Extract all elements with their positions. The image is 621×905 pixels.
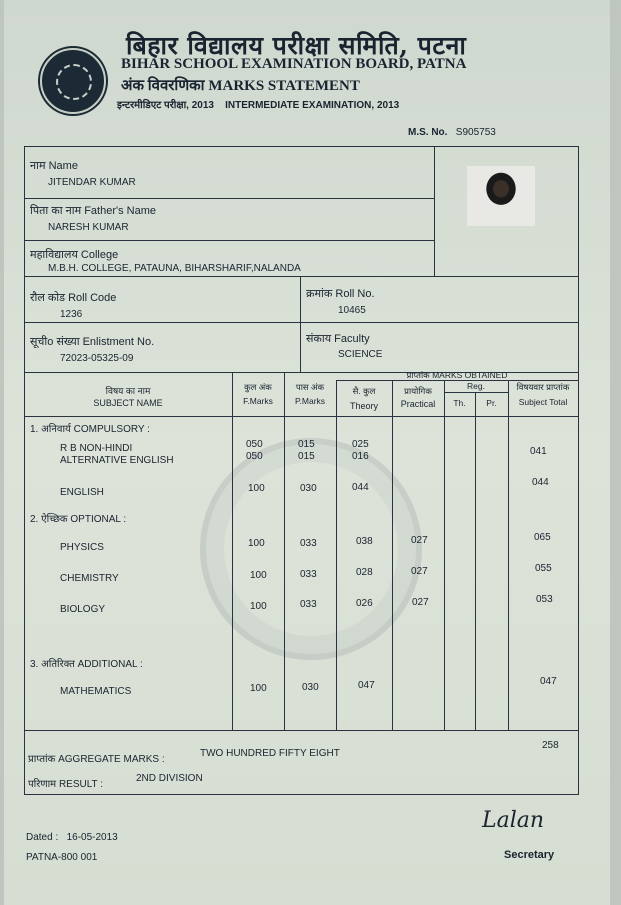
pass-marks: 015	[298, 451, 315, 462]
ms-number	[408, 127, 496, 138]
subject-name: ALTERNATIVE ENGLISH	[60, 455, 174, 466]
roll-no-label: क्रमांक Roll No.	[306, 288, 375, 300]
theory-marks: 028	[356, 567, 373, 578]
photo-divider	[434, 146, 435, 276]
full-marks: 100	[250, 683, 267, 694]
board-title-english: BIHAR SCHOOL EXAMINATION BOARD, PATNA	[121, 56, 467, 72]
statement-title-english: MARKS STATEMENT	[208, 78, 360, 94]
full-marks: 050	[246, 451, 263, 462]
subject-name: PHYSICS	[60, 542, 104, 553]
fmarks-header-hindi: कुल अंक	[244, 382, 272, 392]
theory-marks: 044	[352, 482, 369, 493]
subject-total: 053	[536, 594, 553, 605]
subject-name: BIOLOGY	[60, 604, 106, 615]
pass-marks: 030	[300, 483, 317, 494]
pass-marks: 015	[298, 439, 315, 450]
fmarks-header: F.Marks	[243, 396, 273, 406]
practical-marks: 027	[411, 535, 428, 546]
roll-code-value: 1236	[60, 309, 83, 320]
exam-title-hindi: इन्टरमीडिएट परीक्षा, 2013	[117, 100, 214, 111]
exam-title	[117, 97, 399, 111]
subject-name: ENGLISH	[60, 487, 104, 498]
reg-th-header: Th.	[453, 398, 466, 408]
subject-name: CHEMISTRY	[60, 573, 119, 584]
subject-name: MATHEMATICS	[60, 686, 132, 697]
result-label: परिणाम RESULT :	[28, 779, 104, 790]
section-additional: 3. अतिरिक्त ADDITIONAL :	[30, 659, 143, 670]
practical-header-hindi: प्रायोगिक	[404, 386, 432, 396]
obtained-header: प्राप्तांक MARKS OBTAINED	[406, 370, 508, 380]
total-header-hindi: विषयवार प्राप्तांक	[516, 382, 570, 392]
theory-header: Theory	[349, 401, 378, 411]
pass-marks: 030	[302, 682, 319, 693]
subject-name: R B NON-HINDI	[60, 443, 133, 454]
table-head-divider	[24, 416, 578, 417]
practical-header: Practical	[400, 399, 436, 409]
subject-total: 047	[540, 676, 557, 687]
secretary-title: Secretary	[504, 849, 555, 861]
ms-value: S905753	[455, 127, 496, 138]
full-marks: 050	[246, 439, 263, 450]
frame-bottom	[24, 794, 579, 795]
father-label: पिता का नाम Father's Name	[30, 205, 157, 217]
statement-title	[121, 75, 360, 95]
roll-code-label: रौल कोड Roll Code	[30, 292, 117, 304]
practical-marks: 027	[411, 566, 428, 577]
result-value: 2ND DIVISION	[136, 773, 203, 784]
roll-divider	[300, 276, 301, 372]
reg-header: Reg.	[467, 381, 485, 391]
table-bottom	[24, 730, 578, 731]
pass-marks: 033	[300, 599, 317, 610]
practical-marks: 027	[412, 597, 429, 608]
name-label: नाम Name	[30, 160, 78, 172]
theory-marks: 016	[352, 451, 369, 462]
aggregate-value: 258	[542, 740, 559, 751]
enlistment-value: 72023-05325-09	[60, 353, 134, 364]
theory-marks: 038	[356, 536, 373, 547]
col-divider	[475, 392, 476, 730]
dated	[26, 832, 118, 843]
theory-marks: 047	[358, 680, 375, 691]
col-divider	[336, 380, 337, 730]
subject-total: 044	[532, 477, 549, 488]
col-divider	[284, 372, 285, 730]
full-marks: 100	[250, 601, 267, 612]
subject-header: SUBJECT NAME	[93, 398, 163, 408]
ms-label: M.S. No.	[408, 127, 448, 138]
frame-right	[578, 146, 579, 794]
total-header: Subject Total	[518, 397, 568, 407]
section-optional: 2. ऐच्छिक OPTIONAL :	[30, 514, 127, 525]
marks-statement	[4, 0, 610, 905]
frame-top	[24, 146, 578, 147]
full-marks: 100	[248, 538, 265, 549]
col-divider	[232, 372, 233, 730]
row-divider	[24, 240, 434, 241]
subject-total: 055	[535, 563, 552, 574]
board-logo	[40, 48, 106, 114]
aggregate-words: TWO HUNDRED FIFTY EIGHT	[200, 748, 340, 759]
secretary-signature: Lalan	[482, 808, 545, 833]
pass-marks: 033	[300, 538, 317, 549]
faculty-label: संकाय Faculty	[306, 333, 370, 345]
dated-value: 16-05-2013	[66, 832, 118, 843]
theory-header-hindi: सै. कुल	[352, 386, 376, 396]
enlistment-label: सूचीo संख्या Enlistment No.	[30, 336, 155, 348]
col-divider	[444, 380, 445, 730]
board-seal-watermark	[200, 438, 422, 660]
faculty-value: SCIENCE	[338, 349, 383, 360]
pmarks-header-hindi: पास अंक	[295, 382, 325, 392]
dated-label: Dated :	[26, 832, 59, 843]
pmarks-header: P.Marks	[294, 396, 326, 406]
col-divider	[392, 380, 393, 730]
full-marks: 100	[248, 483, 265, 494]
college-value: M.B.H. COLLEGE, PATAUNA, BIHARSHARIF,NALANDA	[48, 263, 301, 274]
roll-no-value: 10465	[338, 305, 366, 316]
board-title-hindi: बिहार विद्यालय परीक्षा समिति, पटना	[126, 31, 467, 60]
statement-title-hindi: अंक विवरणिका	[121, 78, 205, 94]
frame-left	[24, 146, 25, 794]
row-divider	[24, 198, 434, 199]
col-divider	[508, 380, 509, 730]
father-value: NARESH KUMAR	[48, 222, 129, 233]
section-compulsory: 1. अनिवार्य COMPULSORY :	[30, 424, 150, 435]
student-photo	[467, 166, 535, 226]
full-marks: 100	[250, 570, 267, 581]
subject-total: 065	[534, 532, 551, 543]
place: PATNA-800 001	[26, 852, 98, 863]
exam-title-english: INTERMEDIATE EXAMINATION, 2013	[225, 100, 400, 111]
name-value: JITENDAR KUMAR	[48, 177, 136, 188]
pass-marks: 033	[300, 569, 317, 580]
reg-pr-header: Pr.	[486, 398, 497, 408]
reg-divider	[444, 392, 508, 393]
aggregate-label: प्राप्तांक AGGREGATE MARKS :	[28, 754, 165, 765]
theory-marks: 026	[356, 598, 373, 609]
theory-marks: 025	[352, 439, 369, 450]
subject-total: 041	[530, 446, 547, 457]
subject-header-hindi: विषय का नाम	[105, 386, 151, 396]
college-label: महाविद्यालय College	[30, 249, 119, 261]
